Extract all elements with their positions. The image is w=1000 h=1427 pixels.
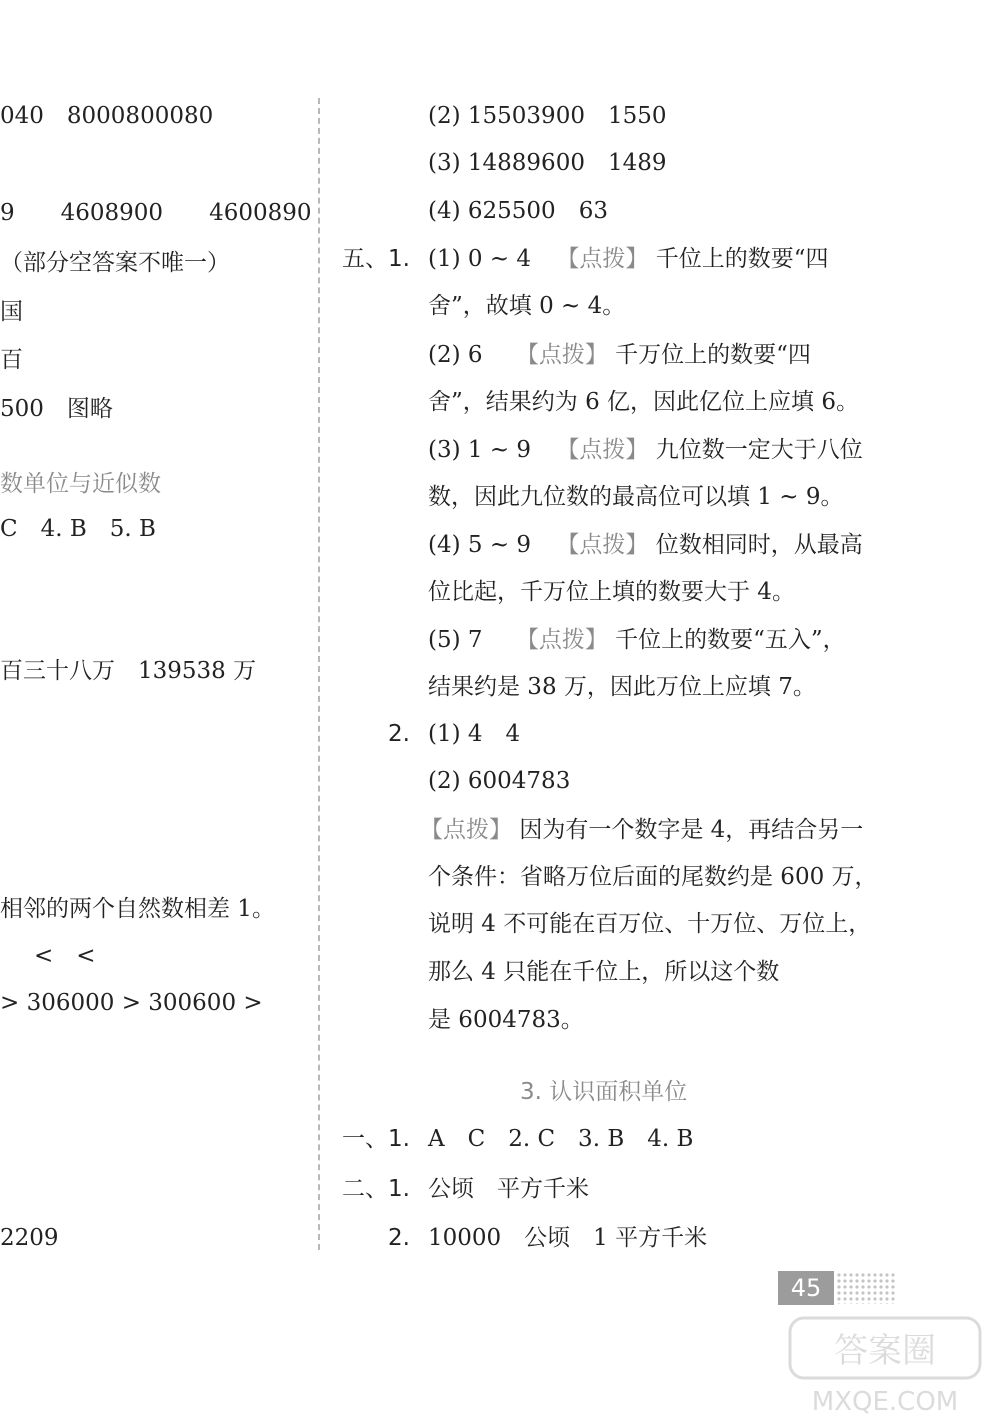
q2-hint: 【点拨】 bbox=[420, 817, 512, 843]
s5-q5-line1 bbox=[428, 625, 846, 655]
s5-q3-text2: 数，因此九位数的最高位可以填 1 ~ 9。 bbox=[428, 484, 844, 510]
watermark-logo bbox=[780, 1310, 990, 1420]
q2-hint-text3: 说明 4 不可能在百万位、十万位、万位上， bbox=[428, 911, 872, 937]
s5-q3-hint: 【点拨】 bbox=[556, 437, 649, 463]
answer-4: (4) 625500 63 bbox=[428, 198, 608, 224]
q2-2: (2) 6004783 bbox=[428, 768, 571, 794]
s5-q4-text1: 位数相同时，从最高 bbox=[655, 532, 863, 558]
s5-q2-line1 bbox=[428, 340, 811, 370]
s5-q1-hint: 【点拨】 bbox=[556, 246, 649, 272]
left-line-5: 百 bbox=[0, 347, 23, 373]
answer-3: (3) 14889600 1489 bbox=[428, 150, 667, 176]
s5-q4-num: (4) 5 ~ 9 bbox=[428, 532, 532, 558]
s5-q1-num: (1) 0 ~ 4 bbox=[428, 246, 532, 272]
s5-q4-line1 bbox=[428, 530, 863, 560]
dot-pattern bbox=[836, 1272, 896, 1304]
left-line-1: 040 8000800080 bbox=[0, 103, 214, 129]
left-line-12: > 306000 > 300600 > bbox=[0, 990, 263, 1016]
s5-q1-text1: 千位上的数要“四 bbox=[655, 246, 829, 272]
q2-1: (1) 4 4 bbox=[428, 721, 521, 747]
s5-q2-num: (2) 6 bbox=[428, 342, 483, 368]
q2-hint-text1: 因为有一个数字是 4，再结合另一 bbox=[519, 817, 864, 843]
left-section-title: 数单位与近似数 bbox=[0, 471, 161, 497]
s5-q5-text2: 结果约是 38 万，因此万位上应填 7。 bbox=[428, 674, 816, 700]
s5-q3-num: (3) 1 ~ 9 bbox=[428, 437, 532, 463]
left-line-8: C 4. B 5. B bbox=[0, 516, 156, 542]
q2-hint-text5: 是 6004783。 bbox=[428, 1007, 584, 1033]
left-line-6: 500 图略 bbox=[0, 396, 113, 422]
left-line-9: 百三十八万 139538 万 bbox=[0, 658, 257, 684]
left-line-2: 9 4608900 4600890 bbox=[0, 200, 312, 226]
section-5-label: 五、1. bbox=[342, 246, 410, 272]
watermark-text: 答案圈 bbox=[834, 1331, 936, 1371]
left-line-10: 相邻的两个自然数相差 1。 bbox=[0, 896, 275, 922]
q2-hint-text4: 那么 4 只能在千位上，所以这个数 bbox=[428, 959, 780, 985]
s1-text: A C 2. C 3. B 4. B bbox=[428, 1126, 694, 1152]
s5-q3-line1 bbox=[428, 435, 863, 465]
column-divider bbox=[318, 98, 320, 1250]
s5-q2-text2: 舍”，结果约为 6 亿，因此亿位上应填 6。 bbox=[428, 389, 859, 415]
s5-q4-hint: 【点拨】 bbox=[556, 532, 649, 558]
watermark-url: MXQE.COM bbox=[811, 1387, 959, 1417]
s2-q2-label: 2. bbox=[388, 1225, 410, 1251]
answer-2: (2) 15503900 1550 bbox=[428, 103, 667, 129]
left-line-4: 国 bbox=[0, 299, 23, 325]
q2-hint-text2: 个条件：省略万位后面的尾数约是 600 万， bbox=[428, 864, 878, 890]
s5-q4-text2: 位比起，千万位上填的数要大于 4。 bbox=[428, 579, 795, 605]
s5-q1-line1 bbox=[428, 244, 828, 274]
s5-q5-hint: 【点拨】 bbox=[515, 627, 608, 653]
s2-text: 公顷 平方千米 bbox=[428, 1176, 589, 1202]
section-3-title: 3. 认识面积单位 bbox=[520, 1079, 688, 1105]
s5-q5-text1: 千位上的数要“五入”， bbox=[615, 627, 846, 653]
s5-q5-num: (5) 7 bbox=[428, 627, 483, 653]
left-line-3: （部分空答案不唯一） bbox=[0, 250, 230, 276]
q2-hint-line1 bbox=[420, 815, 863, 845]
s5-q3-text1: 九位数一定大于八位 bbox=[655, 437, 863, 463]
s5-q2-hint: 【点拨】 bbox=[515, 342, 608, 368]
s5-q2-text1: 千万位上的数要“四 bbox=[615, 342, 811, 368]
q2-label: 2. bbox=[388, 721, 410, 747]
s5-q1-text2: 舍”，故填 0 ~ 4。 bbox=[428, 293, 626, 319]
s2-label: 二、1. bbox=[342, 1176, 410, 1202]
page-number: 45 bbox=[778, 1271, 834, 1305]
left-line-13: 2209 bbox=[0, 1225, 59, 1251]
left-line-11: < < bbox=[34, 943, 96, 969]
s1-label: 一、1. bbox=[342, 1126, 410, 1152]
s2-q2-text: 10000 公顷 1 平方千米 bbox=[428, 1225, 708, 1251]
